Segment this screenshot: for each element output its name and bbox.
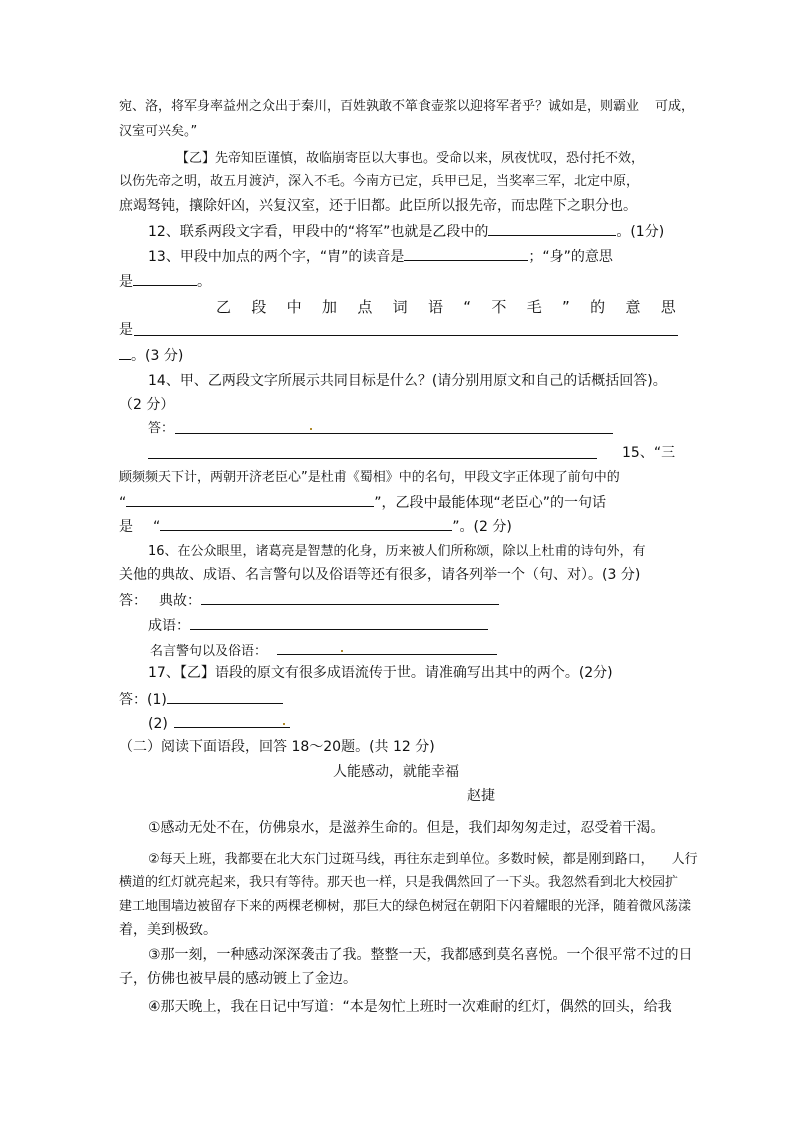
q14-answer-blank-2[interactable]: [148, 458, 597, 459]
article-paragraph-2-line4: 着，美到极致。: [119, 922, 217, 938]
article-paragraph-3-line1: ③那一刻，一种感动深深袭击了我。整整一天，我都感到莫名喜悦。一个很平常不过的日: [148, 947, 693, 963]
article-paragraph-1: ①感动无处不在，仿佛泉水，是滋养生命的。但是，我们却匆匆走过，忍受着干渴。: [148, 820, 665, 836]
q15-jia-blank[interactable]: [126, 492, 374, 507]
passage-jia-line2: 汉室可兴矣。”: [119, 124, 198, 139]
passage-jia-line1: 宛、洛，将军身率益州之众出于秦川，百姓孰敢不箪食壶浆以迎将军者乎？诚如是，则霸业 可成，: [119, 99, 695, 114]
question-13-line2: 是 。: [119, 271, 211, 292]
question-13: 13、甲段中加点的两个字，“胄”的读音是 ；“身”的意思: [148, 246, 613, 267]
q16-answer: 答： 典故：: [119, 590, 499, 611]
q16-idiom-blank[interactable]: [190, 615, 488, 630]
scan-speck: [283, 723, 285, 725]
q16-saying: 名言警句以及俗语：: [150, 640, 497, 662]
q17-idiom-blank-2[interactable]: [174, 713, 290, 728]
q14-answer-blank-1[interactable]: [175, 433, 613, 434]
q13-meaning-blank[interactable]: [133, 271, 197, 286]
question-15-head: 15、“三: [622, 445, 676, 461]
q16-saying-blank[interactable]: [277, 640, 497, 655]
scan-speck: [341, 650, 343, 652]
q17-answer-1: 答：(1): [119, 689, 283, 710]
question-14-score: （2 分）: [119, 397, 175, 413]
question-16-line1: 16、在公众眼里，诸葛亮是智慧的化身，历来被人们所称颂，除以上杜甫的诗句外，有: [148, 544, 646, 559]
q17-idiom-blank-1[interactable]: [167, 689, 283, 704]
q13-pronunciation-blank[interactable]: [404, 246, 528, 261]
article-author: 赵捷: [467, 788, 495, 804]
article-title: 人能感动，就能幸福: [333, 764, 459, 780]
question-13-line4: 是: [119, 322, 133, 338]
section-2-heading: （二）阅读下面语段，回答 18～20题。(共 12 分): [119, 739, 435, 755]
question-15-line2: 顾频频天下计，两朝开济老臣心”是杜甫《蜀相》中的名句，甲段文字正体现了前句中的: [119, 470, 620, 485]
q16-allusion-blank[interactable]: [201, 590, 499, 605]
question-13-line5: 。(3 分): [119, 345, 183, 366]
passage-yi-line3: 庶竭驽钝，攘除奸凶，兴复汉室，还于旧都。此臣所以报先帝，而忠陛下之职分也。: [119, 198, 637, 214]
article-paragraph-2-line2: 横道的红灯就亮起来，我只有等待。那天也一样，只是我偶然回了一下头。我忽然看到北大校园扩: [119, 875, 679, 890]
question-17: 17、【乙】语段的原文有很多成语流传于世。请准确写出其中的两个。(2分): [148, 665, 613, 681]
q17-answer-2: (2): [148, 713, 290, 734]
q12-answer-blank[interactable]: [488, 221, 616, 236]
passage-yi-line1: 【乙】先帝知臣谨慎，故临崩寄臣以大事也。受命以来，夙夜忧叹，恐付托不效，: [176, 151, 645, 166]
question-14: 14、甲、乙两段文字所展示共同目标是什么？(请分别用原文和自己的话概括回答)。: [148, 373, 667, 389]
question-12: 12、联系两段文字看，甲段中的“将军”也就是乙段中的 。(1分): [148, 221, 664, 242]
q13-bumao-blank-end[interactable]: [119, 345, 131, 360]
article-paragraph-2-line3: 建工地围墙边被留存下来的两棵老柳树，那巨大的绿色树冠在朝阳下闪着耀眼的光泽，随着微风荡漾: [119, 899, 692, 914]
q15-yi-blank[interactable]: [160, 516, 452, 531]
q16-idiom: 成语：: [148, 615, 488, 636]
question-13-line3: 乙 段 中 加 点 词 语 “ 不 毛 ” 的 意 思: [216, 298, 676, 316]
question-16-line2: 关他的典故、成语、名言警句以及俗语等还有很多，请各列举一个（句、对）。(3 分): [119, 567, 641, 583]
q13-bumao-blank[interactable]: [134, 335, 678, 336]
article-paragraph-3-line2: 子，仿佛也被早晨的感动镀上了金边。: [119, 971, 357, 987]
scan-speck: [310, 428, 312, 430]
question-15-line4: 是 “ ”。(2 分): [119, 516, 512, 537]
question-15-line3: “ ”，乙段中最能体现“老臣心”的一句话: [119, 492, 606, 513]
article-paragraph-2-line1: ②每天上班，我都要在北大东门过斑马线，再往东走到单位。多数时候，都是刚到路口， 人行: [148, 852, 698, 867]
q14-answer-label: 答：: [148, 421, 175, 436]
passage-yi-line2: 以伤先帝之明，故五月渡泸，深入不毛。今南方已定，兵甲已足，当奖率三军，北定中原，: [119, 174, 640, 189]
article-paragraph-4-line1: ④那天晚上，我在日记中写道：“本是匆忙上班时一次难耐的红灯，偶然的回头，给我: [148, 999, 672, 1015]
